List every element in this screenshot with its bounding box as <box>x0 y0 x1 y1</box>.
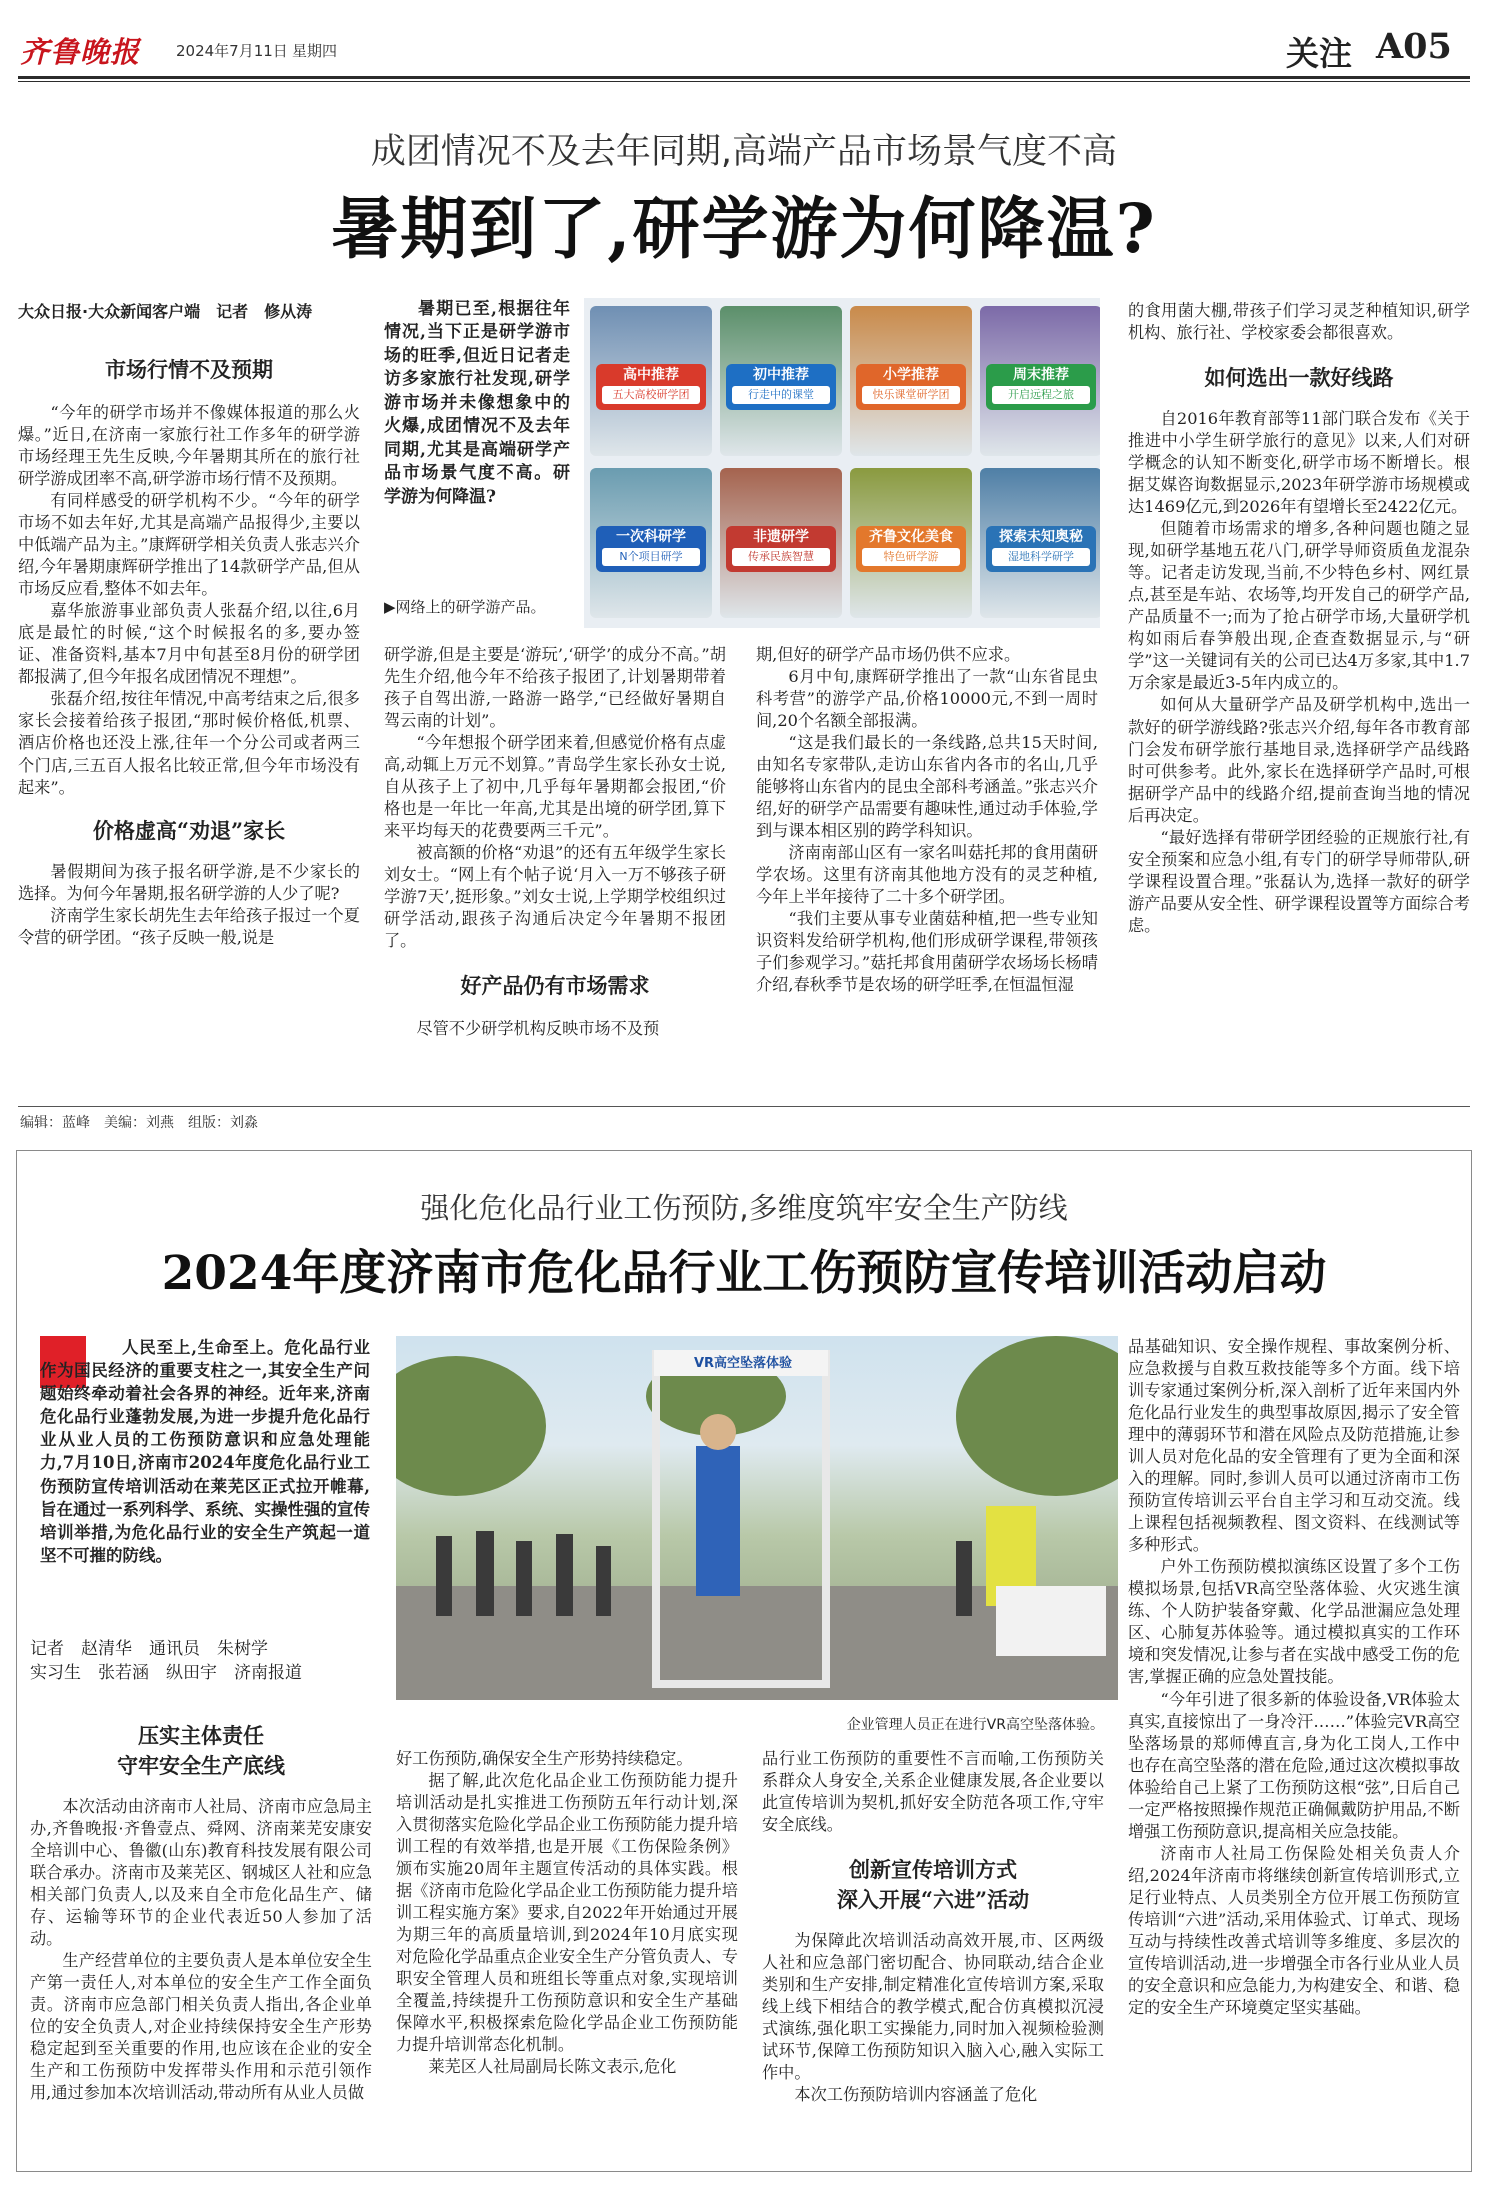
story1-paragraph: 的食用菌大棚,带孩子们学习灵芝种植知识,研学机构、旅行社、学校家委会都很喜欢。 <box>1128 301 1470 343</box>
story1-col3 <box>756 644 1098 997</box>
story2-paragraph: 本次工伤预防培训内容涵盖了危化 <box>794 2085 1038 2105</box>
study-tour-product-tile <box>590 468 712 618</box>
story2-paragraph: 生产经营单位的主要负责人是本单位安全生产第一责任人,对本单位的安全生产工作全面负责。济南市应急部门相关负责人指出,各企业单位的安全负责人,对企业持续保持安全生产形势稳定起到至关重要的作用,也应该在企业的安全生产和工伤预防中发挥带头作用和示范引领作用,通过参加本次培训活动,带动所有从业人员做 <box>30 1951 372 2103</box>
newspaper-logo: 齐鲁晚报 <box>20 35 141 69</box>
story2-credits-2: 实习生 张若涵 纵田宇 济南报道 <box>30 1663 302 1683</box>
story1-col4 <box>1128 300 1470 937</box>
story2-title: 2024年度济南市危化品行业工伤预防宣传培训活动启动 <box>161 1246 1327 1301</box>
tile-label-band <box>596 364 706 410</box>
story1-paragraph: 济南南部山区有一家名叫菇托邦的食用菌研学农场。这里有济南其他地方没有的灵芝种植,今年上半年接待了二十多个研学团。 <box>756 843 1098 907</box>
story1-paragraph: 尽管不少研学机构反映市场不及预 <box>416 1019 660 1039</box>
tile-label-band <box>726 526 836 572</box>
story1-paragraph: 研学游,但是主要是‘游玩’,‘研学’的成分不高。”胡先生介绍,他今年不给孩子报团了,计划暑期带着孩子自驾出游,一路游一路学,“已经做好暑期自驾云南的计划”。 <box>384 645 726 731</box>
story2-col4 <box>1128 1336 1460 2019</box>
story2-paragraph: 品行业工伤预防的重要性不言而喻,工伤预防关系群众人身安全,关系企业健康发展,各企业要以此宣传培训为契机,抓好安全防范各项工作,守牢安全底线。 <box>762 1749 1104 1835</box>
section-name: 关注 <box>1286 34 1352 73</box>
story1-col1 <box>18 300 360 949</box>
story1-heading-choose: 如何选出一款好线路 <box>1204 365 1394 391</box>
story1-col2 <box>384 644 726 1040</box>
tile-subtitle: 开启远程之旅 <box>992 386 1090 404</box>
study-tour-product-tile <box>720 306 842 456</box>
story2-heading-training-1: 创新宣传培训方式 <box>849 1857 1017 1883</box>
tile-subtitle: 特色研学游 <box>862 548 960 566</box>
study-tour-product-tile <box>850 306 972 456</box>
editors-credit: 编辑：蓝峰 美编：刘燕 组版：刘淼 <box>20 1115 258 1131</box>
story1-byline: 大众日报·大众新闻客户端 记者 修从涛 <box>18 302 313 321</box>
story1-paragraph: “今年想报个研学团来着,但感觉价格有点虚高,动辄上万元不划算。”青岛学生家长孙女士说,自从孩子上了初中,几乎每年暑期都会报团,“价格也是一年比一年高,尤其是出境的研学团,算下来平均每天的花费要两三千元”。 <box>384 733 726 841</box>
vr-booth-sign: VR高空坠落体验 <box>693 1356 793 1371</box>
study-tour-product-tile <box>590 306 712 456</box>
story1-paragraph: 济南学生家长胡先生去年给孩子报过一个夏令营的研学团。“孩子反映一般,说是 <box>18 905 360 947</box>
story1-paragraph: 期,但好的研学产品市场仍供不应求。 <box>756 645 1021 664</box>
tile-subtitle: 快乐课堂研学团 <box>862 386 960 404</box>
story2-heading-responsibility-2: 守牢安全生产底线 <box>117 1753 285 1778</box>
story2-paragraph: 济南市人社局工伤保险处相关负责人介绍,2024年济南市将继续创新宣传培训形式,立足行业特点、人员类别全方位开展工伤预防宣传培训“六进”活动,采用体验式、订单式、现场互动与持续性改善式培训等多维度、多层次的宣传培训活动,进一步增强全市各行业从业人员的安全意识和应急能力,为构建安全、和谐、稳定的安全生产环境奠定坚实基础。 <box>1128 1843 1460 2017</box>
story2-heading-responsibility-1: 压实主体责任 <box>138 1723 264 1748</box>
story1-paragraph: 如何从大量研学产品及研学机构中,选出一款好的研学游线路?张志兴介绍,每年各市教育部门会发布研学旅行基地目录,选择研学产品线路时可供参考。此外,家长在选择研学产品时,可根据研学产品中的线路介绍,提前查询当地的情况后再决定。 <box>1128 695 1470 825</box>
story1-paragraph: “这是我们最长的一条线路,总共15天时间,由知名专家带队,走访山东省内各市的名山,几乎能够将山东省内的昆虫全部科考涵盖。”张志兴介绍,好的研学产品需要有趣味性,通过动手体验,学到与课本相区别的跨学科知识。 <box>756 733 1098 841</box>
vr-scene-illustration <box>396 1336 1118 1700</box>
story2-paragraph: “今年引进了很多新的体验设备,VR体验太真实,直接惊出了一身冷汗……”体验完VR高空坠落场景的郑师傅直言,身为化工岗人,工作中也存在高空坠落的潜在危险,通过这次模拟事故体验给自己上紧了工伤预防这根“弦”,日后自己一定严格按照操作规范正确佩戴防护用品,不断增强工伤预防意识,提高相关应急技能。 <box>1128 1689 1460 1841</box>
editors-rule <box>18 1106 1470 1107</box>
tile-title: 一次科研学 <box>616 529 686 545</box>
tile-title: 小学推荐 <box>883 367 939 383</box>
story2-credits-1: 记者 赵清华 通讯员 朱树学 <box>30 1639 268 1659</box>
masthead-rule-thin <box>18 81 1470 82</box>
story1-paragraph: 6月中旬,康辉研学推出了一款“山东省昆虫科考营”的游学产品,价格10000元,不到一周时间,20个名额全部报满。 <box>756 667 1098 731</box>
tile-title: 探索未知奥秘 <box>999 529 1083 545</box>
study-tour-product-tile <box>720 468 842 618</box>
story1-paragraph: 暑假期间为孩子报名研学游,是不少家长的选择。为何今年暑期,报名研学游的人少了呢? <box>18 861 360 903</box>
tile-subtitle: 行走中的课堂 <box>732 386 830 404</box>
tile-subtitle: 湿地科学研学 <box>992 548 1090 566</box>
story1-paragraph: “今年的研学市场并不像媒体报道的那么火爆。”近日,在济南一家旅行社工作多年的研学游市场经理王先生反映,今年暑期其所在的旅行社研学游成团率不高,研学游市场行情不及预期。 <box>18 403 360 489</box>
study-tour-product-tile <box>980 468 1100 618</box>
story1-paragraph: “最好选择有带研学团经验的正规旅行社,有安全预案和应急小组,有专门的研学导师带队,研学课程设置合理。”张磊认为,选择一款好的研学游产品要从安全性、研学课程设置等方面综合考虑。 <box>1128 827 1470 935</box>
story1-paragraph: 张磊介绍,按往年情况,中高考结束之后,很多家长会接着给孩子报团,“那时候价格低,机票、酒店价格也还没上涨,往年一个分公司或者两三个门店,三五百人报名比较正常,但今年市场没有起来”。 <box>18 689 360 797</box>
study-tour-product-tile <box>980 306 1100 456</box>
story1-paragraph: 被高额的价格“劝退”的还有五年级学生家长刘女士。“网上有个帖子说‘月入一万不够孩子研学游7天’,挺形象。”刘女士说,上学期学校组织过研学活动,跟孩子沟通后决定今年暑期不报团了。 <box>384 843 726 951</box>
tile-subtitle: 传承民族智慧 <box>732 548 830 566</box>
story1-lead: 暑期已至,根据往年情况,当下正是研学游市场的旺季,但近日记者走访多家旅行社发现,研学游市场并未像想象中的火爆,成团情况不及去年同期,尤其是高端研学产品市场景气度不高。研学游为何降温? <box>384 299 570 507</box>
story1-paragraph: 有同样感受的研学机构不少。“今年的研学市场不如去年好,尤其是高端产品报得少,主要以中低端产品为主。”康辉研学相关负责人张志兴介绍,今年暑期康辉研学推出了14款研学产品,但从市场反应看,整体不如去年。 <box>18 491 360 599</box>
tile-title: 周末推荐 <box>1013 367 1069 383</box>
story2-col2 <box>396 1748 738 2078</box>
story2-photo-caption: 企业管理人员正在进行VR高空坠落体验。 <box>846 1717 1104 1733</box>
masthead-rule <box>18 76 1470 79</box>
issue-date: 2024年7月11日 <box>176 42 288 60</box>
story2-subtitle: 强化危化品行业工伤预防,多维度筑牢安全生产防线 <box>420 1191 1068 1225</box>
study-tour-product-tile <box>850 468 972 618</box>
story1-heading-market: 市场行情不及预期 <box>105 357 273 382</box>
story1-title: 暑期到了,研学游为何降温? <box>331 189 1157 268</box>
story1-paragraph: 嘉华旅游事业部负责人张磊介绍,以往,6月底是最忙的时候,“这个时候报名的多,要办签证、准备资料,基本7月中旬甚至8月份的研学团都报满了,但今年报名成团情况不理想”。 <box>18 601 360 687</box>
tile-subtitle: 五大高校研学团 <box>602 386 700 404</box>
story2-col1 <box>30 1720 372 2104</box>
story2-paragraph: 为保障此次培训活动高效开展,市、区两级人社和应急部门密切配合、协同联动,结合企业类别和生产安排,制定精准化宣传培训方案,采取线上线下相结合的教学模式,配合仿真模拟沉浸式演练,强化职工实操能力,同时加入视频检验测试环节,保障工伤预防知识入脑入心,融入实际工作中。 <box>762 1931 1104 2083</box>
tile-label-band <box>986 364 1096 410</box>
story2-col3 <box>762 1748 1104 2106</box>
tile-label-band <box>986 526 1096 572</box>
story1-paragraph: 但随着市场需求的增多,各种问题也随之显现,如研学基地五花八门,研学导师资质鱼龙混杂等。记者走访发现,当前,不少特色乡村、网红景点,甚至是车站、农场等,均开发自己的研学产品,产品质量不一;而为了抢占研学市场,大量研学机构如雨后春笋般出现,企查查数据显示,与“研学”这一关键词有关的公司已达4万多家,其中1.7万余家是最近3-5年内成立的。 <box>1128 519 1470 693</box>
tile-label-band <box>856 364 966 410</box>
story1-paragraph: 自2016年教育部等11部门联合发布《关于推进中小学生研学旅行的意见》以来,人们对研学概念的认知不断变化,研学市场不断增长。根据艾媒咨询数据显示,2023年研学游市场规模或达1469亿元,到2026年有望增长至2422亿元。 <box>1128 409 1470 517</box>
story1-heading-price: 价格虚高“劝退”家长 <box>92 817 286 843</box>
story1-photo-caption: ▶网络上的研学游产品。 <box>384 598 546 616</box>
tile-title: 高中推荐 <box>623 367 679 383</box>
tile-title: 齐鲁文化美食 <box>869 529 953 545</box>
study-tour-product-collage <box>584 298 1100 628</box>
story1-paragraph: “我们主要从事专业菌菇种植,把一些专业知识资料发给研学机构,他们形成研学课程,带领孩子们参观学习。”菇托邦食用菌研学农场场长杨晴介绍,春秋季节是农场的研学旺季,在恒温恒湿 <box>756 909 1098 995</box>
story2-paragraph: 户外工伤预防模拟演练区设置了多个工伤模拟场景,包括VR高空坠落体验、火灾逃生演练、个人防护装备穿戴、化学品泄漏应急处理区、心肺复苏体验等。通过模拟真实的工作环境和突发情况,让参与者在实战中感受工伤的危害,掌握正确的应急处置技能。 <box>1128 1557 1460 1687</box>
story2-paragraph: 品基础知识、安全操作规程、事故案例分析、应急救援与自救互救技能等多个方面。线下培训专家通过案例分析,深入剖析了近年来国内外危化品行业发生的典型事故原因,揭示了安全管理中的薄弱环节和潜在风险点及防范措施,让参训人员对危化品的安全管理有了更为全面和深入的理解。同时,参训人员可以通过济南市工伤预防宣传培训云平台自主学习和互动交流。线上课程包括视频教程、图文资料、在线测试等多种形式。 <box>1128 1337 1460 1555</box>
masthead <box>18 28 1470 72</box>
vr-fall-experience-photo <box>396 1336 1118 1700</box>
story1-subtitle: 成团情况不及去年同期,高端产品市场景气度不高 <box>370 132 1118 172</box>
story2-paragraph: 本次活动由济南市人社局、济南市应急局主办,齐鲁晚报·齐鲁壹点、舜网、济南莱芜安康安全培训中心、鲁徽(山东)教育科技发展有限公司联合承办。济南市及莱芜区、钢城区人社和应急相关部门负责人,以及来自全市危化品生产、储存、运输等环节的企业代表近50人参加了活动。 <box>30 1797 372 1949</box>
tile-label-band <box>726 364 836 410</box>
page-number: A05 <box>1376 26 1452 67</box>
tile-title: 初中推荐 <box>753 367 809 383</box>
story2-paragraph: 莱芜区人社局副局长陈文表示,危化 <box>428 2057 677 2077</box>
tile-label-band <box>856 526 966 572</box>
story2-paragraph: 好工伤预防,确保安全生产形势持续稳定。 <box>396 1749 693 1768</box>
tile-title: 非遗研学 <box>753 529 809 545</box>
tile-label-band <box>596 526 706 572</box>
issue-weekday: 星期四 <box>292 42 338 60</box>
story1-heading-demand: 好产品仍有市场需求 <box>460 973 650 999</box>
story2-heading-training-2: 深入开展“六进”活动 <box>836 1887 1030 1913</box>
story2-paragraph: 据了解,此次危化品企业工伤预防能力提升培训活动是扎实推进工伤预防五年行动计划,深入贯彻落实危险化学品企业工伤预防能力提升培训工程的有效举措,也是开展《工伤保险条例》颁布实施20周年主题宣传活动的具体实践。根据《济南市危险化学品企业工伤预防能力提升培训工程实施方案》要求,自2022年开始通过开展为期三年的高质量培训,到2024年10月底实现对危险化学品重点企业安全生产分管负责人、专职安全管理人员和班组长等重点对象,实现培训全覆盖,持续提升工伤预防意识和安全生产基础保障水平,积极探索危险化学品企业工伤预防能力提升培训常态化机制。 <box>396 1771 738 2055</box>
tile-subtitle: N个项目研学 <box>602 548 700 566</box>
story2-lead: 人民至上,生命至上。危化品行业作为国民经济的重要支柱之一,其安全生产问题始终牵动着社会各界的神经。近年来,济南危化品行业蓬勃发展,为进一步提升危化品行业从业人员的工伤预防意识和应急处理能力,7月10日,济南市2024年度危化品行业工伤预防宣传培训活动在莱芜区正式拉开帷幕,旨在通过一系列科学、系统、实操性强的宣传培训举措,为危化品行业的安全生产筑起一道坚不可摧的防线。 <box>40 1338 370 1565</box>
